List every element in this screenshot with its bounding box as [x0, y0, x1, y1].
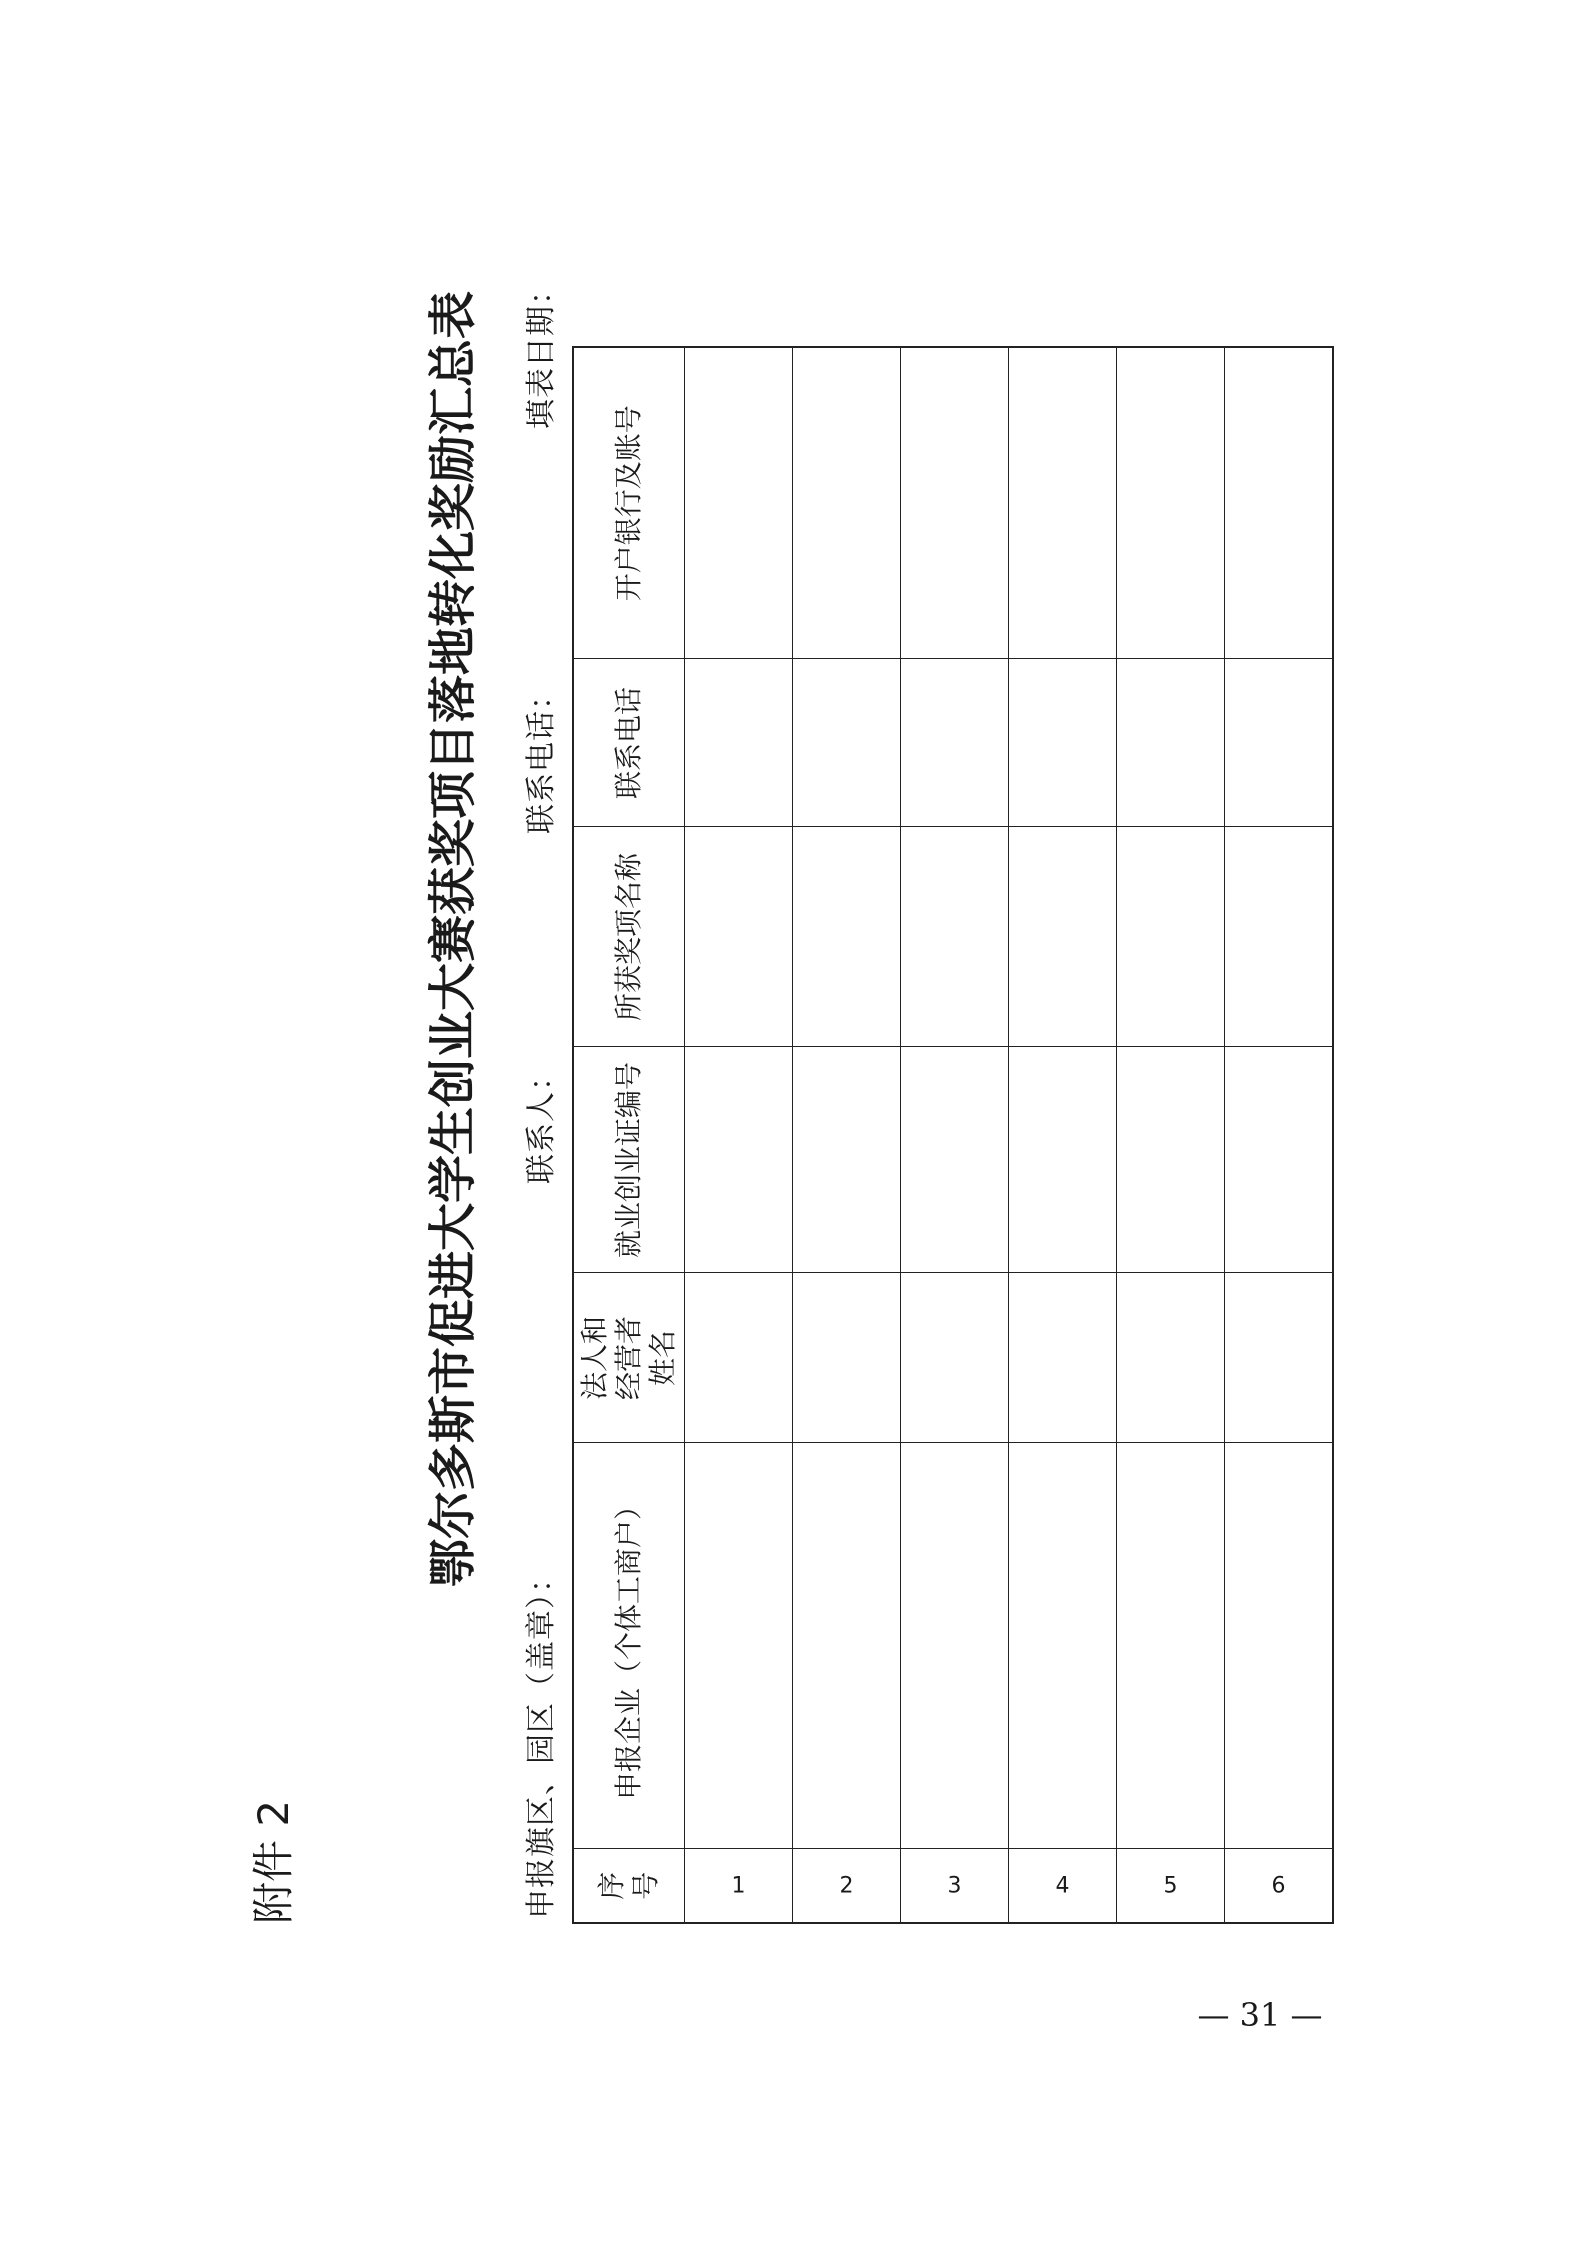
table-row — [1225, 347, 1334, 1923]
row-seq: 2 — [793, 1849, 901, 1923]
cell-certificate — [901, 1047, 1009, 1273]
cell-bank — [1117, 347, 1225, 659]
cell-phone — [1225, 659, 1334, 827]
table-header-row — [573, 347, 685, 1923]
summary-table — [572, 346, 1334, 1924]
header-award: 所获奖项名称 — [573, 827, 685, 1047]
table-row — [1117, 347, 1225, 1923]
cell-award — [685, 827, 793, 1047]
header-certificate: 就业创业证编号 — [573, 1047, 685, 1273]
cell-company — [1117, 1443, 1225, 1849]
cell-legal-person — [793, 1273, 901, 1443]
cell-award — [793, 827, 901, 1047]
cell-phone — [793, 659, 901, 827]
cell-bank — [793, 347, 901, 659]
cell-bank — [901, 347, 1009, 659]
cell-bank — [1009, 347, 1117, 659]
fill-date-label: 填表日期： — [524, 274, 559, 429]
cell-legal-person — [1225, 1273, 1334, 1443]
table-row — [793, 347, 901, 1923]
header-bank: 开户银行及账号 — [573, 347, 685, 659]
cell-certificate — [1225, 1047, 1334, 1273]
header-legal-person: 法人和经营者姓名 — [573, 1273, 685, 1443]
cell-certificate — [1117, 1047, 1225, 1273]
cell-phone — [1009, 659, 1117, 827]
table-row — [901, 347, 1009, 1923]
row-seq: 4 — [1009, 1849, 1117, 1923]
region-label: 申报旗区、园区（盖章）： — [524, 1562, 559, 1919]
contact-phone-label: 联系电话： — [524, 679, 559, 834]
cell-certificate — [793, 1047, 901, 1273]
cell-bank — [1225, 347, 1334, 659]
attachment-label: 附件 2 — [249, 1799, 298, 1924]
cell-legal-person — [685, 1273, 793, 1443]
cell-bank — [685, 347, 793, 659]
header-company: 申报企业（个体工商户） — [573, 1443, 685, 1849]
cell-company — [685, 1443, 793, 1849]
row-seq: 3 — [901, 1849, 1009, 1923]
cell-award — [1117, 827, 1225, 1047]
cell-company — [901, 1443, 1009, 1849]
cell-legal-person — [1009, 1273, 1117, 1443]
cell-certificate — [685, 1047, 793, 1273]
cell-company — [1009, 1443, 1117, 1849]
cell-certificate — [1009, 1047, 1117, 1273]
header-phone: 联系电话 — [573, 659, 685, 827]
row-seq: 6 — [1225, 1849, 1334, 1923]
cell-award — [1009, 827, 1117, 1047]
cell-company — [1225, 1443, 1334, 1849]
header-seq: 序号 — [573, 1849, 685, 1923]
cell-phone — [901, 659, 1009, 827]
page-number: — 31 — — [1197, 1996, 1323, 2034]
cell-phone — [685, 659, 793, 827]
table-row — [1009, 347, 1117, 1923]
row-seq: 5 — [1117, 1849, 1225, 1923]
table-row — [685, 347, 793, 1923]
cell-award — [901, 827, 1009, 1047]
cell-phone — [1117, 659, 1225, 827]
cell-legal-person — [901, 1273, 1009, 1443]
row-seq: 1 — [685, 1849, 793, 1923]
page-title: 鄂尔多斯市促进大学生创业大赛获奖项目落地转化奖励汇总表 — [425, 291, 481, 1588]
cell-company — [793, 1443, 901, 1849]
cell-legal-person — [1117, 1273, 1225, 1443]
cell-award — [1225, 827, 1334, 1047]
contact-person-label: 联系人： — [524, 1060, 559, 1184]
